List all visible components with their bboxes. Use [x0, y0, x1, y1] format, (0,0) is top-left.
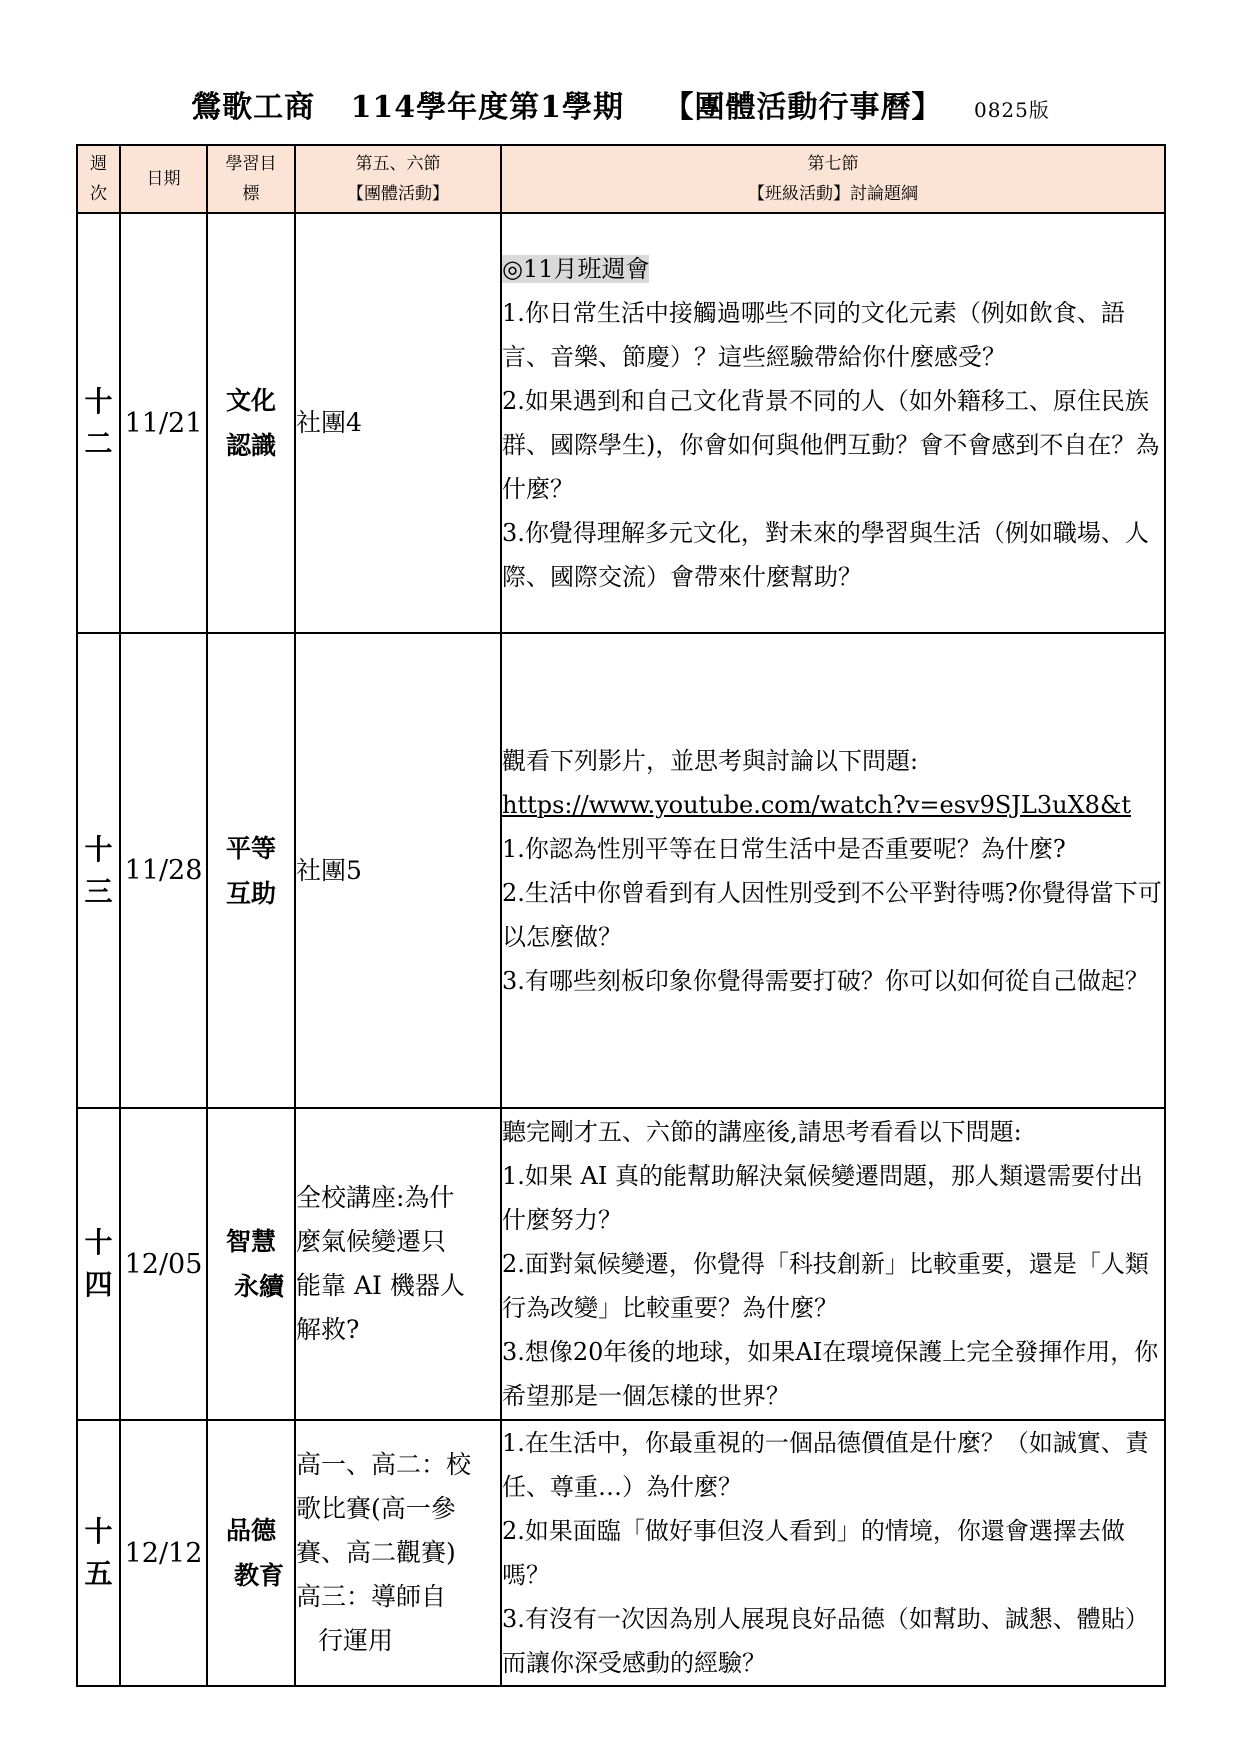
date-cell: 11/28	[120, 633, 207, 1108]
activity-cell: 社團4	[295, 213, 501, 633]
topic-item: 1.你認為性別平等在日常生活中是否重要呢？為什麼?	[502, 834, 1066, 863]
topic-item: 2.如果面臨「做好事但沒人看到」的情境，你還會選擇去做嗎？	[502, 1517, 1125, 1589]
topic-item: 1.在生活中，你最重視的一個品德價值是什麼？（如誠實、責任、尊重…）為什麼？	[502, 1429, 1149, 1501]
calendar-name: 【團體活動行事曆】	[663, 90, 943, 125]
header-goal: 學習目 標	[207, 145, 295, 213]
week-cell: 十 四	[77, 1108, 120, 1420]
topics-cell	[501, 213, 1165, 633]
topic-item: 2.面對氣候變遷，你覺得「科技創新」比較重要，還是「人類行為改變」比較重要？為什麼？	[502, 1250, 1149, 1322]
table-row	[77, 213, 1165, 633]
table-row	[77, 1108, 1165, 1420]
header-period-5-6: 第五、六節 【團體活動】	[295, 145, 501, 213]
topics-cell	[501, 1108, 1165, 1420]
topic-heading: ◎11月班週會	[502, 255, 650, 283]
goal-cell: 品德 教育	[207, 1420, 295, 1686]
activity-cell: 全校講座:為什 麼氣候變遷只 能靠 AI 機器人 解救?	[295, 1108, 501, 1420]
header-date: 日期	[120, 145, 207, 213]
activity-calendar-table	[76, 144, 1166, 1687]
topic-item: 3.想像20年後的地球，如果AI在環境保護上完全發揮作用，你希望那是一個怎樣的世界？	[502, 1338, 1159, 1410]
video-link[interactable]: https://www.youtube.com/watch?v=esv9SJL3uX8&t	[502, 790, 1131, 819]
topic-item: 3.有哪些刻板印象你覺得需要打破？你可以如何從自己做起？	[502, 966, 1149, 995]
topics-cell	[501, 1420, 1165, 1686]
date-cell: 12/05	[120, 1108, 207, 1420]
week-cell: 十 五	[77, 1420, 120, 1686]
table-row	[77, 1420, 1165, 1686]
topic-intro: 聽完剛才五、六節的講座後,請思考看看以下問題:	[502, 1118, 1022, 1146]
topic-intro: 觀看下列影片，並思考與討論以下問題:	[502, 746, 919, 775]
table-row	[77, 633, 1165, 1108]
topic-item: 1.你日常生活中接觸過哪些不同的文化元素（例如飲食、語言、音樂、節慶）？這些經驗帶給你什麼感受？	[502, 299, 1125, 371]
topic-item: 3.有沒有一次因為別人展現良好品德（如幫助、誠懇、體貼）而讓你深受感動的經驗？	[502, 1605, 1149, 1677]
semester: 114學年度第1學期	[350, 90, 625, 125]
week-cell: 十 三	[77, 633, 120, 1108]
topic-item: 2.生活中你曾看到有人因性別受到不公平對待嗎?你覺得當下可以怎麼做？	[502, 878, 1162, 951]
topic-item: 1.如果 AI 真的能幫助解決氣候變遷問題，那人類還需要付出什麼努力？	[502, 1162, 1143, 1234]
version-label: 0825版	[973, 98, 1050, 122]
week-cell: 十 二	[77, 213, 120, 633]
goal-cell: 平等 互助	[207, 633, 295, 1108]
header-row	[77, 145, 1165, 213]
document-title	[0, 82, 1241, 126]
goal-cell: 文化 認識	[207, 213, 295, 633]
activity-cell: 社團5	[295, 633, 501, 1108]
school-name: 鶯歌工商	[191, 90, 316, 125]
topic-item: 3.你覺得理解多元文化，對未來的學習與生活（例如職場、人際、國際交流）會帶來什麼幫助？	[502, 519, 1149, 591]
header-period-7: 第七節 【班級活動】討論題綱	[501, 145, 1165, 213]
header-week: 週 次	[77, 145, 120, 213]
activity-cell: 高一、高二：校 歌比賽(高一參 賽、高二觀賽) 高三：導師自 行運用	[295, 1420, 501, 1686]
date-cell: 11/21	[120, 213, 207, 633]
topics-cell	[501, 633, 1165, 1108]
goal-cell: 智慧 永續	[207, 1108, 295, 1420]
topic-item: 2.如果遇到和自己文化背景不同的人（如外籍移工、原住民族群、國際學生)，你會如何與他們互動？會不會感到不自在？為什麼？	[502, 387, 1160, 503]
date-cell: 12/12	[120, 1420, 207, 1686]
